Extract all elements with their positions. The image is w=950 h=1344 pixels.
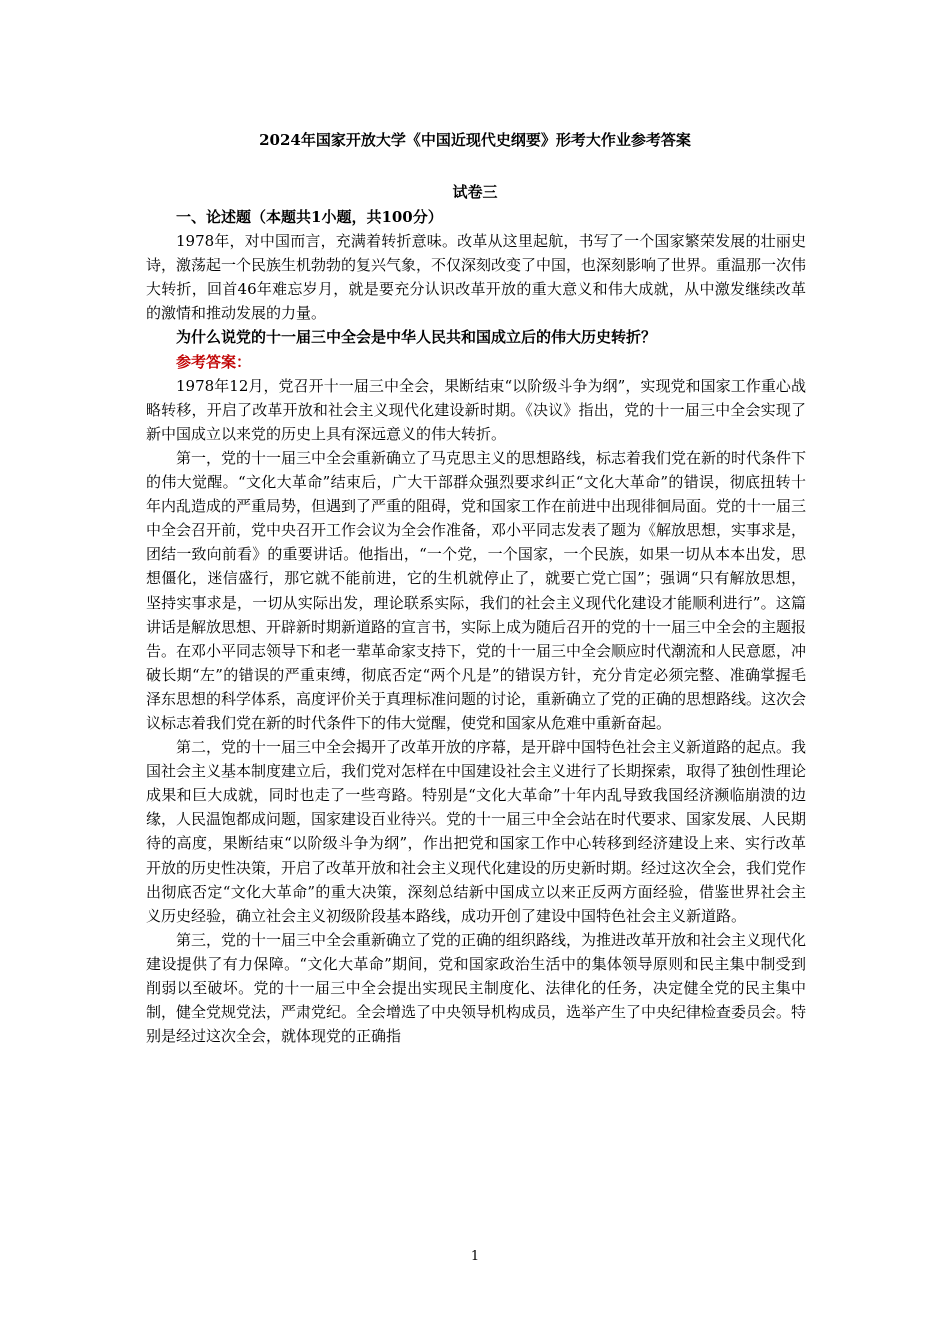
intro-paragraph: 1978年，对中国而言，充满着转折意味。改革从这里起航，书写了一个国家繁荣发展的壮丽史诗，激荡起一个民族生机勃勃的复兴气象，不仅深刻改变了中国，也深刻影响了世界。重温那一次伟大转折，回首46年难忘岁月，就是要充分认识改革开放的重大意义和伟大成就，从中激发继续改革的激情和推动发展的力量。 (146, 232, 807, 323)
section-heading: 一、论述题（本题共1小题，共100分） (176, 208, 443, 226)
answer-paragraph-4: 第三，党的十一届三中全会重新确立了党的正确的组织路线，为推进改革开放和社会主义现代化建设提供了有力保障。“文化大革命”期间，党和国家政治生活中的集体领导原则和民主集中制受到削弱以至破坏。党的十一届三中全会提出实现民主制度化、法律化的任务，决定健全党的民主集中制，健全党规党法，严肃党纪。全会增选了中央领导机构成员，选举产生了中央纪律检查委员会。特别是经过这次全会，就体现党的正确指 (146, 930, 807, 1046)
document-subtitle: 试卷三 (452, 183, 498, 201)
document-body (146, 205, 806, 1048)
page-number: 1 (470, 1249, 480, 1264)
question-text: 为什么说党的十一届三中全会是中华人民共和国成立后的伟大历史转折？ (176, 328, 657, 347)
answer-label-line (146, 350, 806, 374)
answer-paragraph-1: 1978年12月，党召开十一届三中全会，果断结束“以阶级斗争为纲”，实现党和国家工作重心战略转移，开启了改革开放和社会主义现代化建设新时期。《决议》指出，党的十一届三中全会实现了新中国成立以来党的历史上具有深远意义的伟大转折。 (146, 376, 806, 443)
answer-label: 参考答案： (176, 352, 252, 371)
answer-paragraph-3: 第二，党的十一届三中全会揭开了改革开放的序幕，是开辟中国特色社会主义新道路的起点。我国社会主义基本制度建立后，我们党对怎样在中国建设社会主义进行了长期探索，取得了独创性理论成果和巨大成就，同时也走了一些弯路。特别是“文化大革命”十年内乱导致我国经济濒临崩溃的边缘，人民温饱都成问题，国家建设百业待兴。党的十一届三中全会站在时代要求、国家发展、人民期待的高度，果断结束“以阶级斗争为纲”，作出把党和国家工作中心转移到经济建设上来、实行改革开放的历史性决策，开启了改革开放和社会主义现代化建设的历史新时期。经过这次全会，我们党作出彻底否定“文化大革命”的重大决策，深刻总结新中国成立以来正反两方面经验，借鉴世界社会主义历史经验，确立社会主义初级阶段基本路线，成功开创了建设中国特色社会主义新道路。 (146, 738, 807, 925)
answer-paragraph-2: 第一，党的十一届三中全会重新确立了马克思主义的思想路线，标志着我们党在新的时代条件下的伟大觉醒。“文化大革命”结束后，广大干部群众强烈要求纠正“文化大革命”的错误，彻底扭转十年内乱造成的严重局势，但遇到了严重的阻碍，党和国家工作在前进中出现徘徊局面。党的十一届三中全会召开前，党中央召开工作会议为全会作准备，邓小平同志发表了题为《解放思想，实事求是，团结一致向前看》的重要讲话。他指出，“一个党，一个国家，一个民族，如果一切从本本出发，思想僵化，迷信盛行，那它就不能前进，它的生机就停止了，就要亡党亡国”；强调“只有解放思想，坚持实事求是，一切从实际出发，理论联系实际，我们的社会主义现代化建设才能顺利进行”。这篇讲话是解放思想、开辟新时期新道路的宣言书，实际上成为随后召开的党的十一届三中全会的主题报告。在邓小平同志领导下和老一辈革命家支持下，党的十一届三中全会顺应时代潮流和人民意愿，冲破长期“左”的错误的严重束缚，彻底否定“两个凡是”的错误方针，充分肯定必须完整、准确掌握毛泽东思想的科学体系，高度评价关于真理标准问题的讨论，重新确立了党的正确的思想路线。这次会议标志着我们党在新的时代条件下的伟大觉醒，使党和国家从危难中重新奋起。 (146, 448, 807, 732)
document-title: 2024年国家开放大学《中国近现代史纲要》形考大作业参考答案 (259, 131, 691, 149)
